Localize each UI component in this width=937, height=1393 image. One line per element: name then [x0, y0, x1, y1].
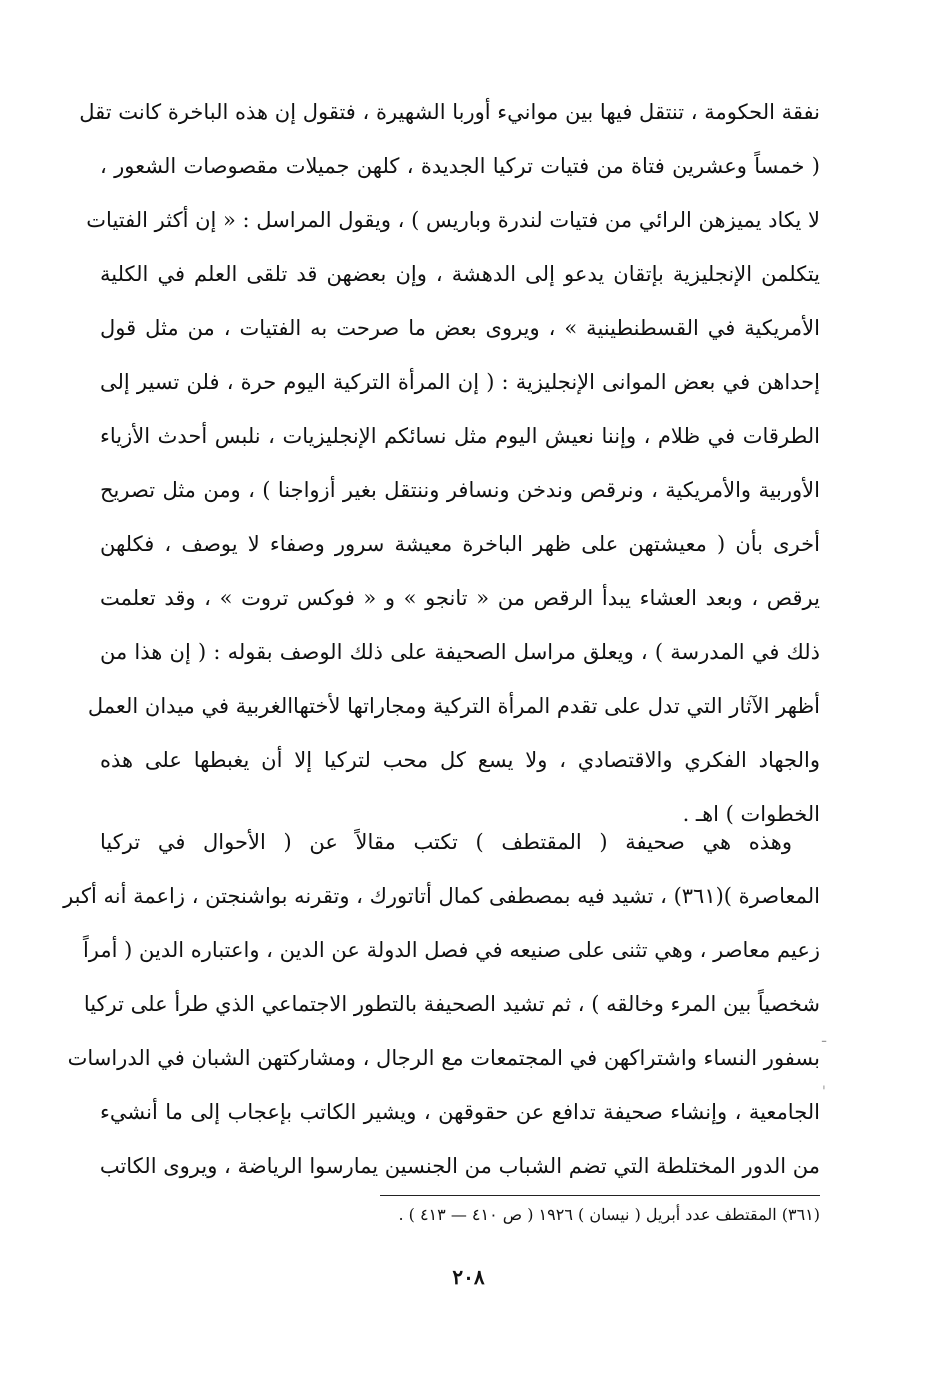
- margin-mark: ': [822, 1084, 826, 1100]
- text-line: بسفور النساء واشتراكهن في المجتمعات مع الرجال ، ومشاركتهن الشبان في الدراسات: [67, 1046, 820, 1070]
- text-line: الطرقات في ظلام ، وإننا نعيش اليوم مثل نسائكم الإنجليزيات ، نلبس أحدث الأزياء: [100, 424, 820, 448]
- text-line: إحداهن في بعض الموانى الإنجليزية : ( إن المرأة التركية اليوم حرة ، فلن تسير إلى: [100, 370, 820, 394]
- text-line: والجهاد الفكري والاقتصادي ، ولا يسع كل محب لتركيا إلا أن يغبطها على هذه: [100, 748, 820, 772]
- footnote-divider: [380, 1195, 820, 1196]
- text-line: المعاصرة )(٣٦١) ، تشيد فيه بمصطفى كمال أتاتورك ، وتقرنه بواشنجتن ، زاعمة أنه أكبر: [63, 884, 820, 908]
- text-line: الجامعية ، وإنشاء صحيفة تدافع عن حقوقهن ، ويشير الكاتب بإعجاب إلى ما أنشيء: [100, 1100, 820, 1124]
- margin-mark: ـ: [822, 1030, 827, 1046]
- text-line: الأوربية والأمريكية ، ونرقص وندخن ونسافر وننتقل بغير أزواجنا ) ، ومن مثل تصريح: [100, 478, 820, 502]
- text-line: زعيم معاصر ، وهي تثنى على صنيعه في فصل الدولة عن الدين ، واعتباره الدين ( أمراً: [82, 938, 820, 962]
- page-number: ٢٠٨: [452, 1265, 485, 1289]
- text-line: نفقة الحكومة ، تنتقل فيها بين موانيء أوربا الشهيرة ، فتقول إن هذه الباخرة كانت تقل: [79, 100, 820, 124]
- text-line: شخصياً بين المرء وخالقه ) ، ثم تشيد الصحيفة بالتطور الاجتماعي الذي طرأ على تركيا: [83, 992, 820, 1016]
- text-line: ( خمساً وعشرين فتاة من فتيات تركيا الجديدة ، كلهن جميلات مقصوصات الشعور ،: [100, 154, 820, 178]
- text-line: وهذه هي صحيفة ( المقتطف ) تكتب مقالاً عن ( الأحوال في تركيا: [100, 830, 792, 854]
- text-line: من الدور المختلطة التي تضم الشباب من الجنسين يمارسوا الرياضة ، ويروى الكاتب: [99, 1154, 820, 1178]
- text-line: أخرى بأن ( معيشتهن على ظهر الباخرة معيشة سرور وصفاء لا يوصف ، فكلهن: [100, 532, 820, 556]
- text-line: الخطوات ) اهـ .: [682, 802, 820, 826]
- text-line: أظهر الآثار التي تدل على تقدم المرأة التركية ومجاراتها لأختهاالغربية في ميدان العمل: [87, 694, 820, 718]
- footnote: (٣٦١) المقتطف عدد أبريل ( نيسان ) ١٩٢٦ ( ص ٤١٠ — ٤١٣ ) .: [398, 1205, 820, 1224]
- text-line: يرقص ، وبعد العشاء يبدأ الرقص من « تانجو » و « فوكس تروت » ، وقد تعلمت: [100, 586, 820, 610]
- text-line: الأمريكية في القسطنطينية » ، ويروى بعض ما صرحت به الفتيات ، من مثل قول: [100, 316, 820, 340]
- text-line: يتكلمن الإنجليزية بإتقان يدعو إلى الدهشة ، وإن بعضهن قد تلقى العلم في الكلية: [100, 262, 820, 286]
- text-line: لا يكاد يميزهن الرائي من فتيات لندرة وباريس ) ، ويقول المراسل : « إن أكثر الفتيات: [86, 208, 820, 232]
- text-line: ذلك في المدرسة ) ، ويعلق مراسل الصحيفة على ذلك الوصف بقوله : ( إن هذا من: [100, 640, 820, 664]
